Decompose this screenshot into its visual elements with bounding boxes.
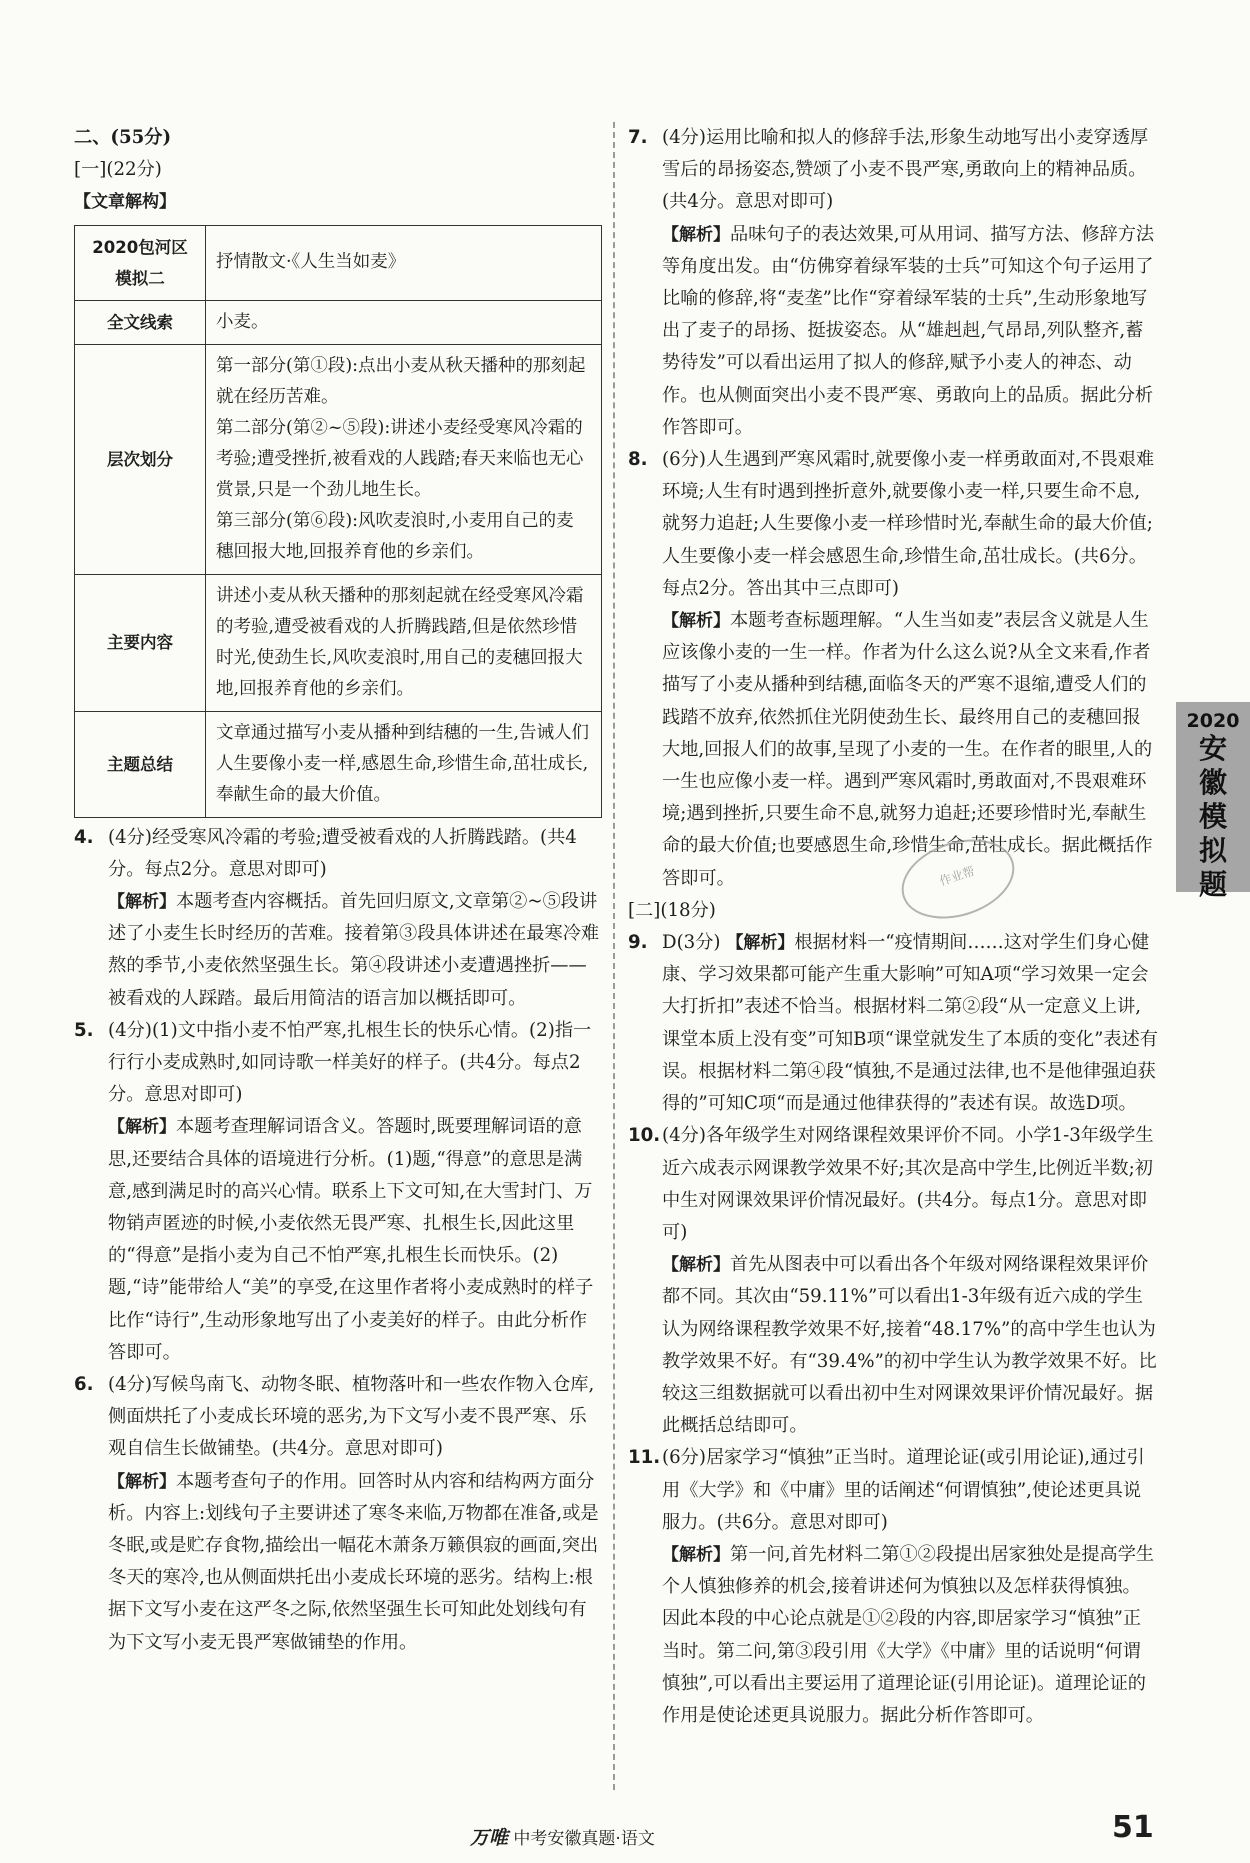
- answer-text: (4分)经受寒风冷霜的考验;遭受被看戏的人折腾践踏。(共4分。每点2分。意思对即可): [108, 826, 577, 880]
- part-line: 第三部分(第⑥段):风吹麦浪时,小麦用自己的麦穗回报大地,回报养育他的乡亲们。: [216, 510, 574, 562]
- part-one-title: [一](22分): [74, 159, 162, 181]
- answer-text: (6分)居家学习“慎独”正当时。道理论证(或引用论证),通过引用《大学》和《中庸》里的话阐述“何谓慎独”,使论述更具说服力。(共6分。意思对即可): [662, 1447, 1145, 1533]
- question-number: 4.: [74, 826, 94, 848]
- right-column: [628, 122, 1158, 1732]
- table-content: 小麦。: [206, 300, 602, 344]
- question-number: 10.: [628, 1125, 661, 1147]
- question-number: 9.: [628, 932, 648, 954]
- page-number: 51: [1112, 1810, 1154, 1845]
- table-row: [75, 711, 602, 817]
- question-11: [628, 1442, 1158, 1732]
- answer-text: (4分)(1)文中指小麦不怕严寒,扎根生长的快乐心情。(2)指一行行小麦成熟时,如同诗歌一样美好的样子。(共4分。每点2分。意思对即可): [108, 1019, 592, 1106]
- part-line: 第一部分(第①段):点出小麦从秋天播种的那刻起就在经历苦难。: [216, 355, 586, 407]
- table-row: [75, 574, 602, 711]
- analysis-label: 【解析】: [662, 611, 730, 632]
- part-two-title: [二](18分): [628, 899, 716, 921]
- answer-text: (4分)各年级学生对网络课程效果评价不同。小学1-3年级学生近六成表示网课教学效果不好;其次是高中学生,比例近半数;初中生对网课效果评价情况最好。(共4分。每点1分。意思对即可): [662, 1125, 1154, 1243]
- table-label: 主题总结: [75, 711, 206, 817]
- table-content: 讲述小麦从秋天播种的那刻起就在经受寒风冷霜的考验,遭受被看戏的人折腾践踏,但是依然珍惜时光,使劲生长,风吹麦浪时,用自己的麦穗回报大地,回报养育他的乡亲们。: [206, 574, 602, 711]
- question-number: 6.: [74, 1374, 94, 1396]
- analysis-label: 【解析】: [108, 1471, 176, 1492]
- analysis-label: 【解析】: [108, 1117, 176, 1138]
- table-label: 主要内容: [75, 574, 206, 711]
- analysis-text: 本题考查理解词语含义。答题时,既要理解词语的意思,还要结合具体的语境进行分析。(1)题,“得意”的意思是满意,感到满足时的高兴心情。联系上下文可知,在大雪封门、万物销声匿迹的时候,小麦依然无畏严寒、扎根生长,因此这里的“得意”是指小麦为自己不怕严寒,扎根生长而快乐。(2)题,“诗”能带给人“美”的享受,在这里作者将小麦成熟时的样子比作“诗行”,生动形象地写出了小麦美好的样子。由此分析作答即可。: [108, 1116, 594, 1363]
- analysis-label: 【解析】: [726, 933, 795, 954]
- table-content: 抒情散文·《人生当如麦》: [206, 225, 602, 300]
- table-content: 文章通过描写小麦从播种到结穗的一生,告诫人们人生要像小麦一样,感恩生命,珍惜生命,茁壮成长,奉献生命的最大价值。: [206, 711, 602, 817]
- side-tab-text: 安 徽 模 拟 题: [1198, 732, 1227, 901]
- section-title: 二、(55分): [74, 127, 172, 148]
- footer-brand: 万唯: [470, 1827, 509, 1849]
- question-9: [628, 927, 1158, 1120]
- question-4: [74, 822, 602, 1015]
- structure-tag: 【文章解构】: [74, 192, 176, 213]
- column-divider: [613, 122, 615, 1790]
- answer-text: D(3分): [662, 932, 721, 954]
- question-5: [74, 1015, 602, 1369]
- table-label: 全文线索: [75, 300, 206, 344]
- analysis-text: 本题考查内容概括。首先回归原文,文章第②~⑤段讲述了小麦生长时经历的苦难。接着第③段具体讲述在最寒冷难熬的季节,小麦依然坚强生长。第④段讲述小麦遭遇挫折——被看戏的人踩踏。最后用简洁的语言加以概括即可。: [108, 891, 600, 1009]
- analysis-label: 【解析】: [108, 892, 176, 913]
- question-number: 7.: [628, 127, 648, 148]
- analysis-text: 本题考查句子的作用。回答时从内容和结构两方面分析。内容上:划线句子主要讲述了寒冬来临,万物都在准备,或是冬眠,或是贮存食物,描绘出一幅花木萧条万籁俱寂的画面,突出冬天的寒冷,也从侧面烘托出小麦成长环境的恶劣。结构上:根据下文写小麦在这严冬之际,依然坚强生长可知此处划线句有为下文写小麦无畏严寒做铺垫的作用。: [108, 1470, 599, 1653]
- analysis-label: 【解析】: [662, 224, 730, 245]
- question-number: 11.: [628, 1447, 661, 1469]
- watermark-stamp: 作业帮: [891, 826, 1024, 932]
- footer-text: 中考安徽真题·语文: [513, 1829, 655, 1849]
- question-number: 8.: [628, 449, 648, 471]
- question-10: [628, 1120, 1158, 1442]
- part-line: 第二部分(第②~⑤段):讲述小麦经受寒风冷霜的考验;遭受挫折,被看戏的人践踏;春天来临也无心赏景,只是一个劲儿地生长。: [216, 417, 584, 500]
- question-number: 5.: [74, 1019, 94, 1041]
- analysis-text: 本题考查标题理解。“人生当如麦”表层含义就是人生应该像小麦的一生一样。作者为什么这么说?从全文来看,作者描写了小麦从播种到结穗,面临冬天的严寒不退缩,遭受人们的践踏不放弃,依然抓住光阴使劲生长、最终用自己的麦穗回报大地,回报人们的故事,呈现了小麦的一生。在作者的眼里,人的一生也应像小麦一样。遇到严寒风霜时,勇敢面对,不畏艰难环境;遇到挫折,只要生命不息,就努力追赶;还要珍惜时光,奉献生命的最大价值;也要感恩生命,珍惜生命,茁壮成长。据此概括作答即可。: [662, 610, 1153, 889]
- question-6: [74, 1369, 602, 1659]
- table-label: 层次划分: [75, 344, 206, 574]
- table-label: 2020包河区模拟二: [75, 225, 206, 300]
- left-column: [74, 122, 602, 1659]
- footer: [470, 1823, 655, 1850]
- analysis-text: 品味句子的表达效果,可从用词、描写方法、修辞方法等角度出发。由“仿佛穿着绿军装的士兵”可知这个句子运用了比喻的修辞,将“麦垄”比作“穿着绿军装的士兵”,生动形象地写出了麦子的昂扬、挺拔姿态。从“雄赳赳,气昂昂,列队整齐,蓄势待发”可以看出运用了拟人的修辞,赋予小麦人的神态、动作。也从侧面突出小麦不畏严寒、勇敢向上的品质。据此分析作答即可。: [662, 223, 1155, 438]
- side-tab-year: 2020: [1186, 710, 1240, 732]
- answer-text: (4分)写候鸟南飞、动物冬眠、植物落叶和一些农作物入仓库,侧面烘托了小麦成长环境的恶劣,为下文写小麦不畏严寒、乐观自信生长做铺垫。(共4分。意思对即可): [108, 1374, 595, 1460]
- analysis-text: 根据材料一“疫情期间……这对学生们身心健康、学习效果都可能产生重大影响”可知A项“学习效果一定会大打折扣”表述不恰当。根据材料二第②段“从一定意义上讲,课堂本质上没有变”可知B项“课堂就发生了本质的变化”表述有误。根据材料二第④段“慎独,不是通过法律,也不是他律强迫获得的”可知C项“而是通过他律获得的”表述有误。故选D项。: [662, 932, 1158, 1115]
- analysis-text: 第一问,首先材料二第①②段提出居家独处是提高学生个人慎独修养的机会,接着讲述何为慎独以及怎样获得慎独。因此本段的中心论点就是①②段的内容,即居家学习“慎独”正当时。第二问,第③段引用《大学》《中庸》里的话说明“何谓慎独”,可以看出主要运用了道理论证(引用论证)。道理论证的作用是使论述更具说服力。据此分析作答即可。: [662, 1543, 1155, 1726]
- question-8: [628, 444, 1158, 895]
- side-tab: [1176, 702, 1250, 901]
- table-row: [75, 225, 602, 300]
- answer-text: (4分)运用比喻和拟人的修辞手法,形象生动地写出小麦穿透厚雪后的昂扬姿态,赞颂了小麦不畏严寒,勇敢向上的精神品质。(共4分。意思对即可): [662, 127, 1149, 213]
- table-row: [75, 300, 602, 344]
- table-row: [75, 344, 602, 574]
- question-7: [628, 122, 1158, 444]
- analysis-text: 首先从图表中可以看出各个年级对网络课程效果评价都不同。其次由“59.11%”可以看出1-3年级有近六成的学生认为网络课程教学效果不好,接着“48.17%”的高中学生也认为教学效果不好。有“39.4%”的初中学生认为教学效果不好。比较这三组数据就可以看出初中生对网课效果评价情况最好。据此概括总结即可。: [662, 1254, 1157, 1437]
- answer-text: (6分)人生遇到严寒风霜时,就要像小麦一样勇敢面对,不畏艰难环境;人生有时遇到挫折意外,就要像小麦一样,只要生命不息,就努力追赶;人生要像小麦一样珍惜时光,奉献生命的最大价值;人生要像小麦一样会感恩生命,珍惜生命,茁壮成长。(共6分。每点2分。答出其中三点即可): [662, 449, 1155, 599]
- analysis-label: 【解析】: [662, 1544, 730, 1565]
- analysis-label: 【解析】: [662, 1255, 730, 1276]
- table-content: [206, 344, 602, 574]
- structure-table: [74, 225, 602, 818]
